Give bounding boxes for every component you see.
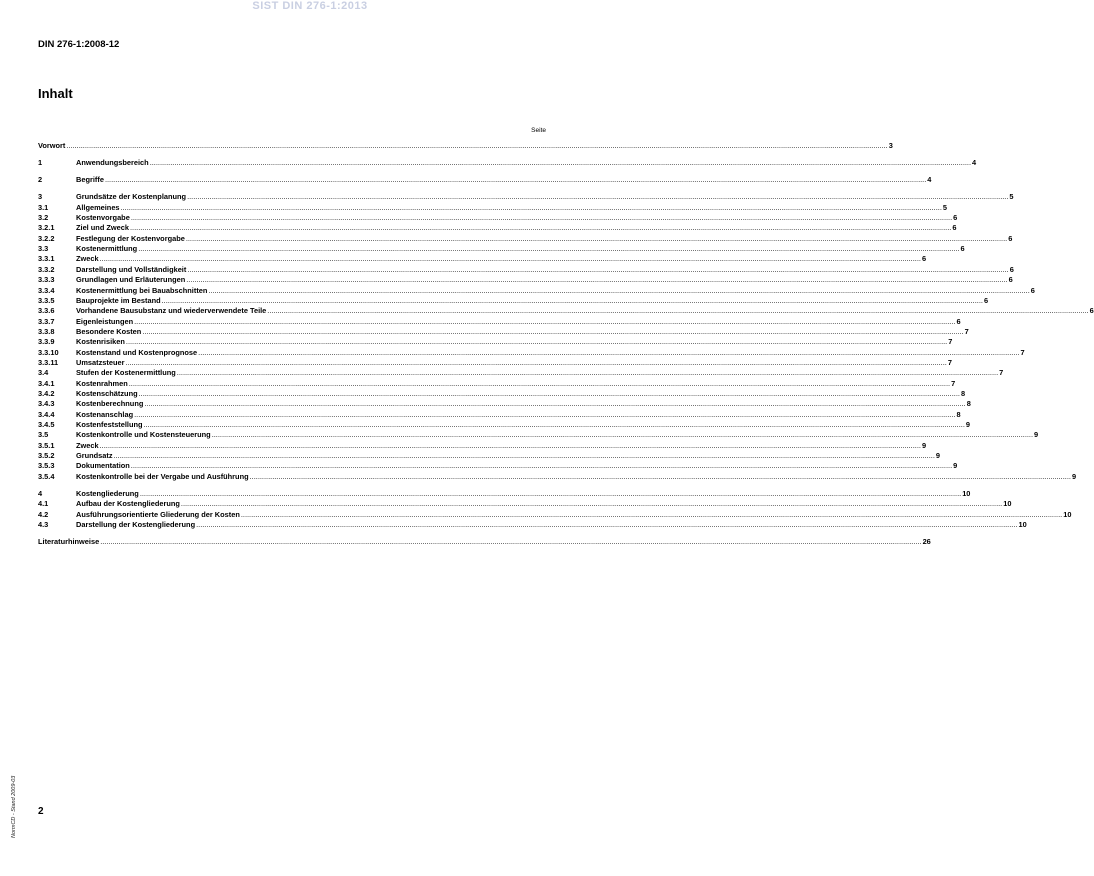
- toc-leader-dots: ................................................................................................................................................................................................................................................................................................................................................................................................................: [134, 316, 956, 326]
- toc-entry-number: 4.1: [38, 499, 49, 509]
- toc-entry-title: Kostenvorgabe: [76, 213, 130, 223]
- toc-entry-page: 10: [962, 488, 971, 498]
- toc-entry[interactable]: [38, 326, 969, 337]
- toc-entry-number: 3.3: [38, 244, 49, 254]
- toc-entry-title: Festlegung der Kostenvorgabe: [76, 233, 185, 243]
- page-column-label: Seite: [531, 127, 546, 134]
- toc-entry-title: Umsatzsteuer: [76, 357, 125, 367]
- toc-entry-number: 3.4: [38, 368, 49, 378]
- toc-entry-number: 3.5.2: [38, 451, 55, 461]
- toc-entry-page: 9: [953, 461, 958, 471]
- toc-entry[interactable]: [38, 158, 977, 168]
- toc-leader-dots: ................................................................................................................................................................................................................................................................................................................................................................................................................: [161, 295, 983, 305]
- toc-leader-dots: ................................................................................................................................................................................................................................................................................................................................................................................................................: [176, 368, 999, 378]
- toc-entry[interactable]: [38, 306, 1094, 316]
- toc-entry-page: 6: [1030, 285, 1035, 295]
- toc-entry-title: Literaturhinweise: [38, 537, 100, 547]
- toc-entry[interactable]: [38, 275, 1013, 285]
- toc-entry-title: Darstellung und Vollständigkeit: [76, 264, 187, 274]
- toc-leader-dots: ................................................................................................................................................................................................................................................................................................................................................................................................................: [66, 141, 888, 150]
- toc-entry-number: 3.4.3: [38, 399, 55, 409]
- toc-entry-page: 6: [1008, 275, 1013, 285]
- toc-entry[interactable]: [38, 202, 948, 213]
- toc-leader-dots: ................................................................................................................................................................................................................................................................................................................................................................................................................: [120, 202, 942, 212]
- toc-entry-number: 3.4.2: [38, 388, 55, 398]
- toc-entry-number: 3.3.7: [38, 316, 55, 326]
- toc-leader-dots: ................................................................................................................................................................................................................................................................................................................................................................................................................: [186, 275, 1008, 285]
- toc-entry-number: 3.3.2: [38, 264, 55, 274]
- toc-entry[interactable]: [38, 141, 893, 151]
- toc-entry-page: 6: [1008, 233, 1013, 243]
- table-of-contents: [38, 141, 1094, 547]
- toc-entry-title: Zweck: [76, 254, 99, 264]
- toc-entry-page: 4: [972, 158, 977, 168]
- toc-entry-title: Allgemeines: [76, 202, 120, 212]
- toc-entry-title: Aufbau der Kostengliederung: [76, 499, 180, 509]
- toc-leader-dots: ................................................................................................................................................................................................................................................................................................................................................................................................................: [143, 419, 965, 429]
- toc-entry-number: 3.3.4: [38, 285, 55, 295]
- toc-entry-page: 9: [965, 419, 971, 429]
- toc-entry-number: 3.5: [38, 430, 49, 440]
- toc-entry-number: 3.3.8: [38, 326, 55, 336]
- toc-entry[interactable]: [38, 409, 961, 420]
- toc-entry[interactable]: [38, 223, 957, 233]
- toc-entry-number: 3.4.5: [38, 419, 55, 429]
- toc-entry-title: Ziel und Zweck: [76, 223, 129, 233]
- toc-leader-dots: ................................................................................................................................................................................................................................................................................................................................................................................................................: [125, 357, 947, 367]
- toc-entry-page: 10: [1003, 499, 1012, 509]
- toc-entry-number: 3.3.3: [38, 275, 55, 285]
- toc-entry-title: Grundsätze der Kostenplanung: [76, 192, 187, 202]
- toc-entry[interactable]: [38, 337, 953, 347]
- toc-entry-page: 6: [953, 213, 958, 223]
- toc-leader-dots: ................................................................................................................................................................................................................................................................................................................................................................................................................: [149, 158, 972, 168]
- toc-entry-title: Kostenkontrolle bei der Vergabe und Ausführung: [76, 471, 249, 481]
- toc-entry-title: Kostenrisiken: [76, 337, 125, 347]
- toc-entry-number: 3.5.4: [38, 471, 55, 481]
- toc-leader-dots: ................................................................................................................................................................................................................................................................................................................................................................................................................: [249, 471, 1071, 481]
- toc-entry-title: Grundsatz: [76, 451, 113, 461]
- toc-entry[interactable]: [38, 451, 941, 461]
- toc-entry[interactable]: [38, 192, 1014, 202]
- toc-entry[interactable]: [38, 499, 1012, 509]
- toc-entry-page: 7: [947, 357, 952, 367]
- toc-entry-number: 2: [38, 175, 43, 185]
- toc-leader-dots: ................................................................................................................................................................................................................................................................................................................................................................................................................: [130, 461, 953, 471]
- toc-entry-number: 3: [38, 192, 43, 202]
- toc-entry[interactable]: [38, 254, 927, 264]
- toc-entry-number: 3.2.1: [38, 223, 55, 233]
- toc-entry[interactable]: [38, 213, 958, 223]
- toc-entry[interactable]: [38, 509, 1072, 520]
- toc-entry[interactable]: [38, 440, 927, 451]
- toc-leader-dots: ................................................................................................................................................................................................................................................................................................................................................................................................................: [187, 264, 1009, 274]
- toc-entry-page: 7: [999, 368, 1004, 378]
- toc-entry-title: Anwendungsbereich: [76, 158, 149, 168]
- toc-entry-page: 6: [1009, 264, 1014, 274]
- toc-entry-page: 9: [1071, 471, 1077, 481]
- toc-entry-page: 8: [960, 388, 966, 398]
- toc-entry-number: 4.2: [38, 509, 49, 519]
- toc-entry[interactable]: [38, 399, 971, 409]
- toc-entry-page: 6: [921, 254, 927, 264]
- toc-entry-title: Besondere Kosten: [76, 326, 142, 336]
- toc-entry-page: 6: [983, 295, 989, 305]
- toc-entry-page: 3: [888, 141, 893, 150]
- toc-leader-dots: ................................................................................................................................................................................................................................................................................................................................................................................................................: [128, 378, 951, 388]
- toc-entry[interactable]: [38, 471, 1077, 482]
- toc-entry-page: 9: [1034, 430, 1039, 440]
- toc-leader-dots: ................................................................................................................................................................................................................................................................................................................................................................................................................: [130, 213, 953, 223]
- toc-leader-dots: ................................................................................................................................................................................................................................................................................................................................................................................................................: [104, 175, 927, 185]
- toc-leader-dots: ................................................................................................................................................................................................................................................................................................................................................................................................................: [208, 285, 1030, 295]
- toc-leader-dots: ................................................................................................................................................................................................................................................................................................................................................................................................................: [138, 388, 960, 398]
- toc-leader-dots: ................................................................................................................................................................................................................................................................................................................................................................................................................: [100, 537, 922, 547]
- toc-entry-page: 7: [1020, 347, 1025, 357]
- toc-entry-number: 3.3.6: [38, 306, 55, 316]
- toc-entry-title: Darstellung der Kostengliederung: [76, 519, 196, 529]
- toc-entry-page: 8: [956, 409, 961, 419]
- toc-entry-number: 3.3.5: [38, 295, 55, 305]
- toc-entry-page: 7: [951, 378, 956, 388]
- toc-leader-dots: ................................................................................................................................................................................................................................................................................................................................................................................................................: [211, 430, 1034, 440]
- toc-entry-page: 4: [927, 175, 932, 185]
- toc-entry-number: 3.3.11: [38, 357, 59, 367]
- toc-entry-page: 9: [935, 451, 941, 461]
- toc-entry-page: 6: [960, 244, 965, 254]
- toc-entry-title: Kostenfeststellung: [76, 419, 143, 429]
- toc-entry-title: Dokumentation: [76, 461, 130, 471]
- toc-entry-page: 5: [1009, 192, 1014, 202]
- toc-entry-title: Kostenkontrolle und Kostensteuerung: [76, 430, 211, 440]
- toc-entry-page: 6: [1089, 306, 1094, 316]
- toc-entry-page: 26: [922, 537, 931, 547]
- toc-entry-title: Kostenstand und Kostenprognose: [76, 347, 198, 357]
- toc-entry[interactable]: [38, 244, 965, 254]
- toc-entry-title: Stufen der Kostenermittlung: [76, 368, 176, 378]
- toc-entry[interactable]: [38, 347, 1025, 358]
- toc-entry-page: 6: [952, 223, 957, 233]
- toc-leader-dots: ................................................................................................................................................................................................................................................................................................................................................................................................................: [142, 326, 964, 336]
- watermark: SIST DIN 276-1:2013: [252, 0, 368, 12]
- toc-leader-dots: ................................................................................................................................................................................................................................................................................................................................................................................................................: [99, 254, 921, 264]
- toc-leader-dots: ................................................................................................................................................................................................................................................................................................................................................................................................................: [138, 244, 960, 254]
- toc-entry-title: Kostenermittlung bei Bauabschnitten: [76, 285, 208, 295]
- page-number: 2: [38, 806, 44, 817]
- toc-entry-title: Kostenrahmen: [76, 378, 128, 388]
- toc-entry[interactable]: [38, 430, 1039, 440]
- toc-entry[interactable]: [38, 388, 966, 399]
- toc-leader-dots: ................................................................................................................................................................................................................................................................................................................................................................................................................: [187, 192, 1009, 202]
- toc-entry-title: Ausführungsorientierte Gliederung der Kosten: [76, 509, 240, 519]
- toc-entry[interactable]: [38, 419, 971, 430]
- toc-entry-number: 3.1: [38, 202, 49, 212]
- toc-entry-number: 4: [38, 488, 43, 498]
- toc-entry-title: Eigenleistungen: [76, 316, 134, 326]
- toc-entry-page: 8: [966, 399, 971, 409]
- toc-entry-page: 7: [948, 337, 953, 347]
- toc-entry[interactable]: [38, 285, 1035, 296]
- toc-leader-dots: ................................................................................................................................................................................................................................................................................................................................................................................................................: [129, 223, 952, 233]
- toc-entry-title: Kostenschätzung: [76, 388, 138, 398]
- toc-leader-dots: ................................................................................................................................................................................................................................................................................................................................................................................................................: [185, 233, 1008, 243]
- toc-entry-title: Kostenanschlag: [76, 409, 134, 419]
- toc-leader-dots: ................................................................................................................................................................................................................................................................................................................................................................................................................: [125, 337, 948, 347]
- toc-entry-number: 1: [38, 158, 43, 168]
- toc-entry-title: Vorwort: [38, 141, 66, 150]
- toc-leader-dots: ................................................................................................................................................................................................................................................................................................................................................................................................................: [134, 409, 956, 419]
- toc-entry-page: 7: [964, 326, 969, 336]
- toc-entry-number: 3.5.3: [38, 461, 55, 471]
- toc-entry[interactable]: [38, 316, 961, 327]
- toc-entry[interactable]: [38, 368, 1004, 378]
- page-title: Inhalt: [38, 86, 73, 101]
- toc-leader-dots: ................................................................................................................................................................................................................................................................................................................................................................................................................: [144, 399, 966, 409]
- toc-entry[interactable]: [38, 264, 1014, 275]
- toc-entry-number: 3.3.9: [38, 337, 55, 347]
- toc-entry[interactable]: [38, 357, 952, 368]
- toc-entry-title: Grundlagen und Erläuterungen: [76, 275, 186, 285]
- toc-entry[interactable]: [38, 295, 989, 306]
- document-id: DIN 276-1:2008-12: [38, 39, 120, 50]
- toc-entry[interactable]: [38, 461, 958, 471]
- toc-entry-title: Zweck: [76, 440, 99, 450]
- toc-entry-number: 3.4.4: [38, 409, 55, 419]
- toc-leader-dots: ................................................................................................................................................................................................................................................................................................................................................................................................................: [113, 451, 935, 461]
- toc-leader-dots: ................................................................................................................................................................................................................................................................................................................................................................................................................: [99, 440, 921, 450]
- toc-entry-title: Kostenberechnung: [76, 399, 144, 409]
- toc-entry[interactable]: [38, 519, 1027, 530]
- toc-entry-page: 10: [1063, 509, 1072, 519]
- toc-entry-title: Kostenermittlung: [76, 244, 138, 254]
- toc-leader-dots: ................................................................................................................................................................................................................................................................................................................................................................................................................: [267, 306, 1089, 316]
- toc-entry-page: 10: [1018, 519, 1027, 529]
- toc-entry-title: Bauprojekte im Bestand: [76, 295, 161, 305]
- toc-entry-number: 3.3.10: [38, 347, 59, 357]
- toc-entry-page: 9: [921, 440, 927, 450]
- toc-leader-dots: ................................................................................................................................................................................................................................................................................................................................................................................................................: [180, 499, 1003, 509]
- toc-entry-number: 3.5.1: [38, 440, 55, 450]
- toc-leader-dots: ................................................................................................................................................................................................................................................................................................................................................................................................................: [240, 509, 1063, 519]
- toc-leader-dots: ................................................................................................................................................................................................................................................................................................................................................................................................................: [196, 519, 1018, 529]
- toc-entry-number: 3.3.1: [38, 254, 55, 264]
- toc-entry-number: 4.3: [38, 519, 49, 529]
- toc-entry[interactable]: [38, 537, 931, 547]
- toc-entry[interactable]: [38, 488, 971, 499]
- toc-entry[interactable]: [38, 378, 956, 389]
- toc-entry-title: Vorhandene Bausubstanz und wiederverwendete Teile: [76, 306, 267, 316]
- toc-entry-number: 3.2.2: [38, 233, 55, 243]
- toc-entry-title: Kostengliederung: [76, 488, 139, 498]
- toc-entry-number: 3.2: [38, 213, 49, 223]
- toc-entry[interactable]: [38, 233, 1013, 244]
- toc-entry-page: 6: [956, 316, 961, 326]
- toc-leader-dots: ................................................................................................................................................................................................................................................................................................................................................................................................................: [198, 347, 1020, 357]
- toc-entry-page: 5: [942, 202, 948, 212]
- toc-entry-title: Begriffe: [76, 175, 104, 185]
- side-note: NormCD - Stand 2009-03: [11, 775, 17, 838]
- toc-leader-dots: ................................................................................................................................................................................................................................................................................................................................................................................................................: [139, 488, 962, 498]
- toc-entry-number: 3.4.1: [38, 378, 55, 388]
- toc-entry[interactable]: [38, 175, 932, 185]
